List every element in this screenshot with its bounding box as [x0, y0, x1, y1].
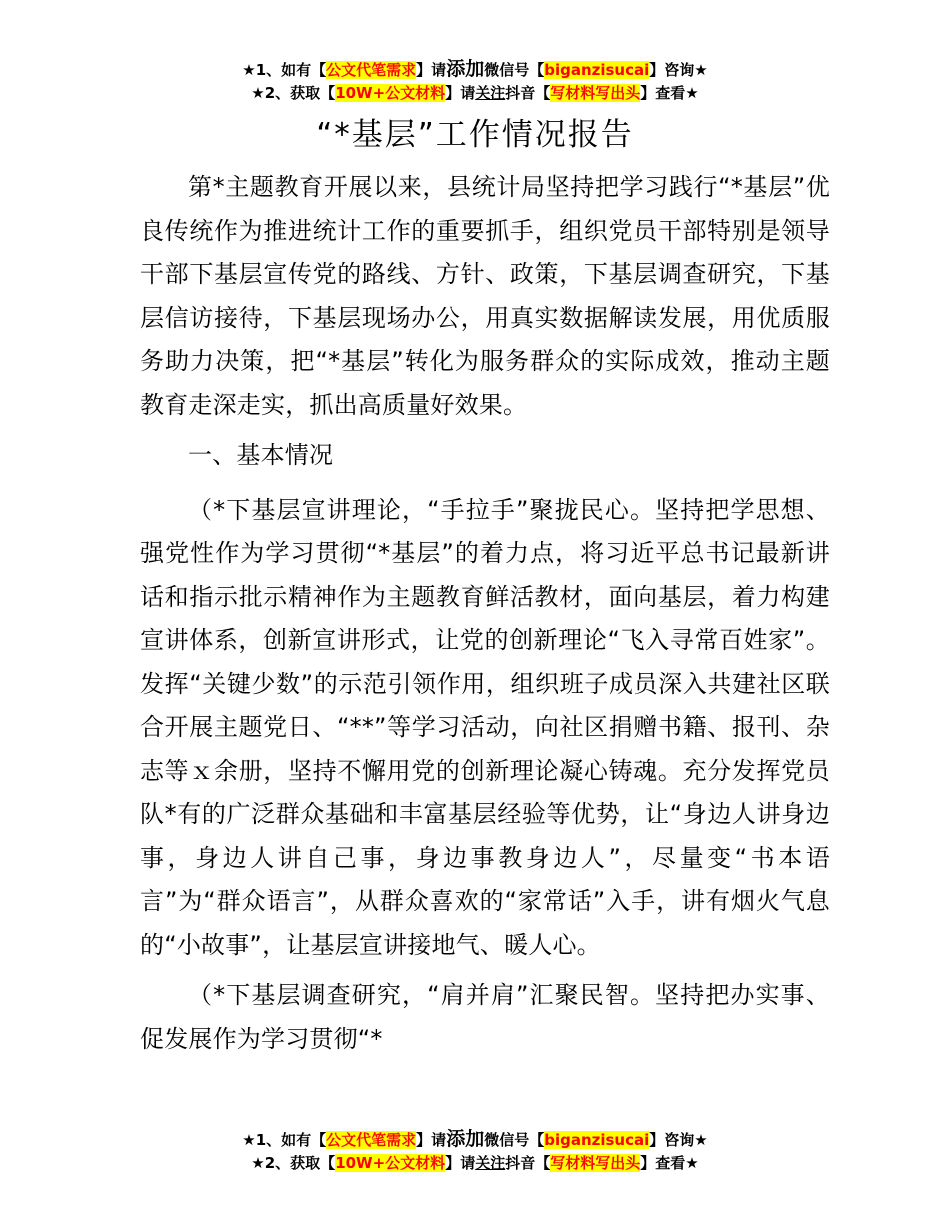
banner-wechat-id: biganzisucai: [544, 1131, 650, 1149]
top-banner: [0, 58, 950, 105]
banner-wechat-id: biganzisucai: [544, 61, 650, 79]
banner-highlight: 10W+公文材料: [335, 84, 446, 102]
paragraph: （*下基层调查研究，“肩并肩”汇聚民智。坚持把办实事、促发展作为学习贯彻“*: [140, 981, 830, 1053]
paragraph: 第*主题教育开展以来，县统计局坚持把学习践行“*基层”优良传统作为推进统计工作的重要抓手，组织党员干部特别是领导干部下基层宣传党的路线、方针、政策，下基层调查研究，下基层信访接待，下基层现场办公，用真实数据解读发展，用优质服务助力决策，把“*基层”转化为服务群众的实际成效，推动主题教育走深走实，抓出高质量好效果。: [140, 173, 830, 419]
banner-line-2: ★2、获取【10W+公文材料】请关注抖音【写材料写出头】查看★: [251, 84, 699, 102]
banner-highlight: 写材料写出头: [550, 84, 641, 102]
document-title: “*基层”工作情况报告: [316, 117, 634, 153]
banner-line-1: ★1、如有【公文代笔需求】请添加微信号【biganzisucai】咨询★: [242, 1128, 708, 1150]
section-heading: 一、基本情况: [188, 441, 334, 469]
banner-highlight: 10W+公文材料: [335, 1154, 446, 1172]
banner-line-2: ★2、获取【10W+公文材料】请关注抖音【写材料写出头】查看★: [251, 1154, 699, 1172]
banner-line-1: ★1、如有【公文代笔需求】请添加微信号【biganzisucai】咨询★: [242, 58, 708, 80]
paragraph: （*下基层宣讲理论，“手拉手”聚拢民心。坚持把学思想、强党性作为学习贯彻“*基层”的着力点，将习近平总书记最新讲话和指示批示精神作为主题教育鲜活教材，面向基层，着力构建宣讲体系，创新宣讲形式，让党的创新理论“飞入寻常百姓家”。发挥“关键少数”的示范引领作用，组织班子成员深入共建社区联合开展主题党日、“**”等学习活动，向社区捐赠书籍、报刊、杂志等ｘ余册，坚持不懈用党的创新理论凝心铸魂。充分发挥党员队*有的广泛群众基础和丰富基层经验等优势，让“身边人讲身边事，身边人讲自己事，身边事教身边人”，尽量变“书本语言”为“群众语言”，从群众喜欢的“家常话”入手，讲有烟火气息的“小故事”，让基层宣讲接地气、暖人心。: [140, 495, 830, 959]
banner-highlight: 写材料写出头: [550, 1154, 641, 1172]
banner-highlight: 公文代笔需求: [326, 1131, 417, 1149]
bottom-banner: [0, 1128, 950, 1175]
document-body: [140, 166, 830, 1068]
banner-highlight: 公文代笔需求: [326, 61, 417, 79]
